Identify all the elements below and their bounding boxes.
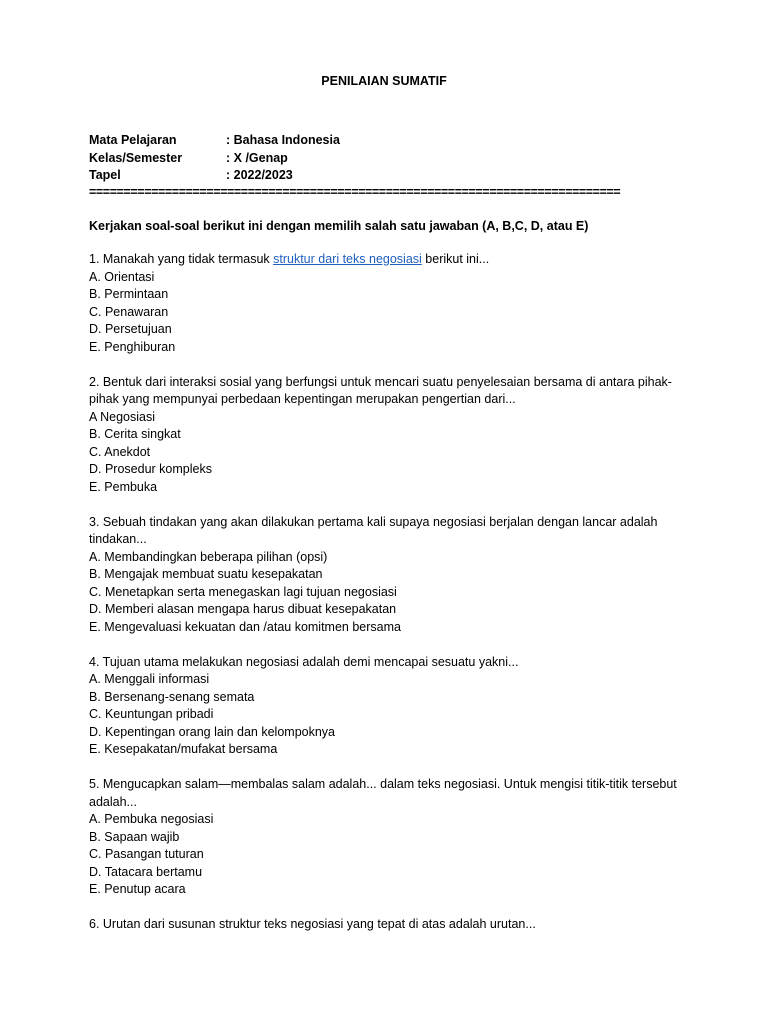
answer-option: B. Permintaan [89,287,169,301]
answer-option: E. Mengevaluasi kekuatan dan /atau komitmen bersama [89,619,401,634]
answer-option: E. Pembuka [89,479,158,494]
question-item [89,374,681,497]
answer-option: C. Pasangan tuturan [89,847,204,861]
meta-label: Mata Pelajaran [89,133,177,147]
question-item [89,251,681,356]
question-list [89,251,681,951]
answer-option: C. Anekdot [89,444,151,459]
question-text: 2. Bentuk dari interaksi sosial yang berfungsi untuk mencari suatu penyelesaian bersama di antara pihak-pihak yang mempunyai perbedaan kepentingan merupakan pengertian dari... [89,374,672,406]
page-title: PENILAIAN SUMATIF [321,74,447,88]
meta-block [89,132,340,185]
question-text-part: berikut ini... [421,252,490,266]
meta-row-subject [89,132,340,150]
answer-option: A. Orientasi [89,269,155,284]
meta-row-class [89,150,340,168]
answer-option: A. Menggali informasi [89,672,210,686]
answer-option: A. Pembuka negosiasi [89,812,214,826]
question-item [89,514,681,637]
question-text: 5. Mengucapkan salam—membalas salam adalah... dalam teks negosiasi. Untuk mengisi titik-titik tersebut adalah... [89,777,677,809]
question-item [89,776,681,899]
question-text [89,251,681,269]
answer-option: D. Tatacara bertamu [89,864,203,879]
meta-value: : 2022/2023 [226,168,293,182]
answer-option: D. Memberi alasan mengapa harus dibuat kesepakatan [89,602,397,616]
meta-value: : Bahasa Indonesia [226,133,340,147]
answer-option: A Negosiasi [89,409,156,424]
answer-option: B. Mengajak membuat suatu kesepakatan [89,567,323,581]
answer-option: E. Penghiburan [89,339,176,354]
answer-option: C. Menetapkan serta menegaskan lagi tujuan negosiasi [89,584,397,599]
question-link[interactable]: struktur dari teks negosiasi [273,252,422,266]
divider-line: ============================================================================= [89,185,621,199]
question-text: 4. Tujuan utama melakukan negosiasi adalah demi mencapai sesuatu yakni... [89,654,519,669]
meta-value: : X /Genap [226,150,288,165]
instruction-text: Kerjakan soal-soal berikut ini dengan memilih salah satu jawaban (A, B,C, D, atau E) [89,219,589,233]
question-text-part: 1. Manakah yang tidak termasuk [89,252,274,266]
answer-option: D. Prosedur kompleks [89,462,212,476]
question-item [89,916,681,934]
question-text: 3. Sebuah tindakan yang akan dilakukan pertama kali supaya negosiasi berjalan dengan lancar adalah tindakan... [89,514,658,546]
meta-label: Tapel [89,168,121,182]
meta-label: Kelas/Semester [89,150,183,165]
answer-option: B. Cerita singkat [89,427,181,441]
answer-option: E. Penutup acara [89,882,186,896]
answer-option: A. Membandingkan beberapa pilihan (opsi) [89,549,328,564]
answer-option: E. Kesepakatan/mufakat bersama [89,742,278,756]
question-item [89,654,681,759]
answer-option: B. Sapaan wajib [89,829,180,844]
answer-option: D. Persetujuan [89,322,172,336]
question-text: 6. Urutan dari susunan struktur teks negosiasi yang tepat di atas adalah urutan... [89,917,536,931]
answer-option: B. Bersenang-senang semata [89,689,255,704]
meta-row-year [89,167,340,185]
answer-option: D. Kepentingan orang lain dan kelompoknya [89,724,336,739]
answer-option: C. Penawaran [89,304,169,319]
answer-option: C. Keuntungan pribadi [89,707,214,721]
